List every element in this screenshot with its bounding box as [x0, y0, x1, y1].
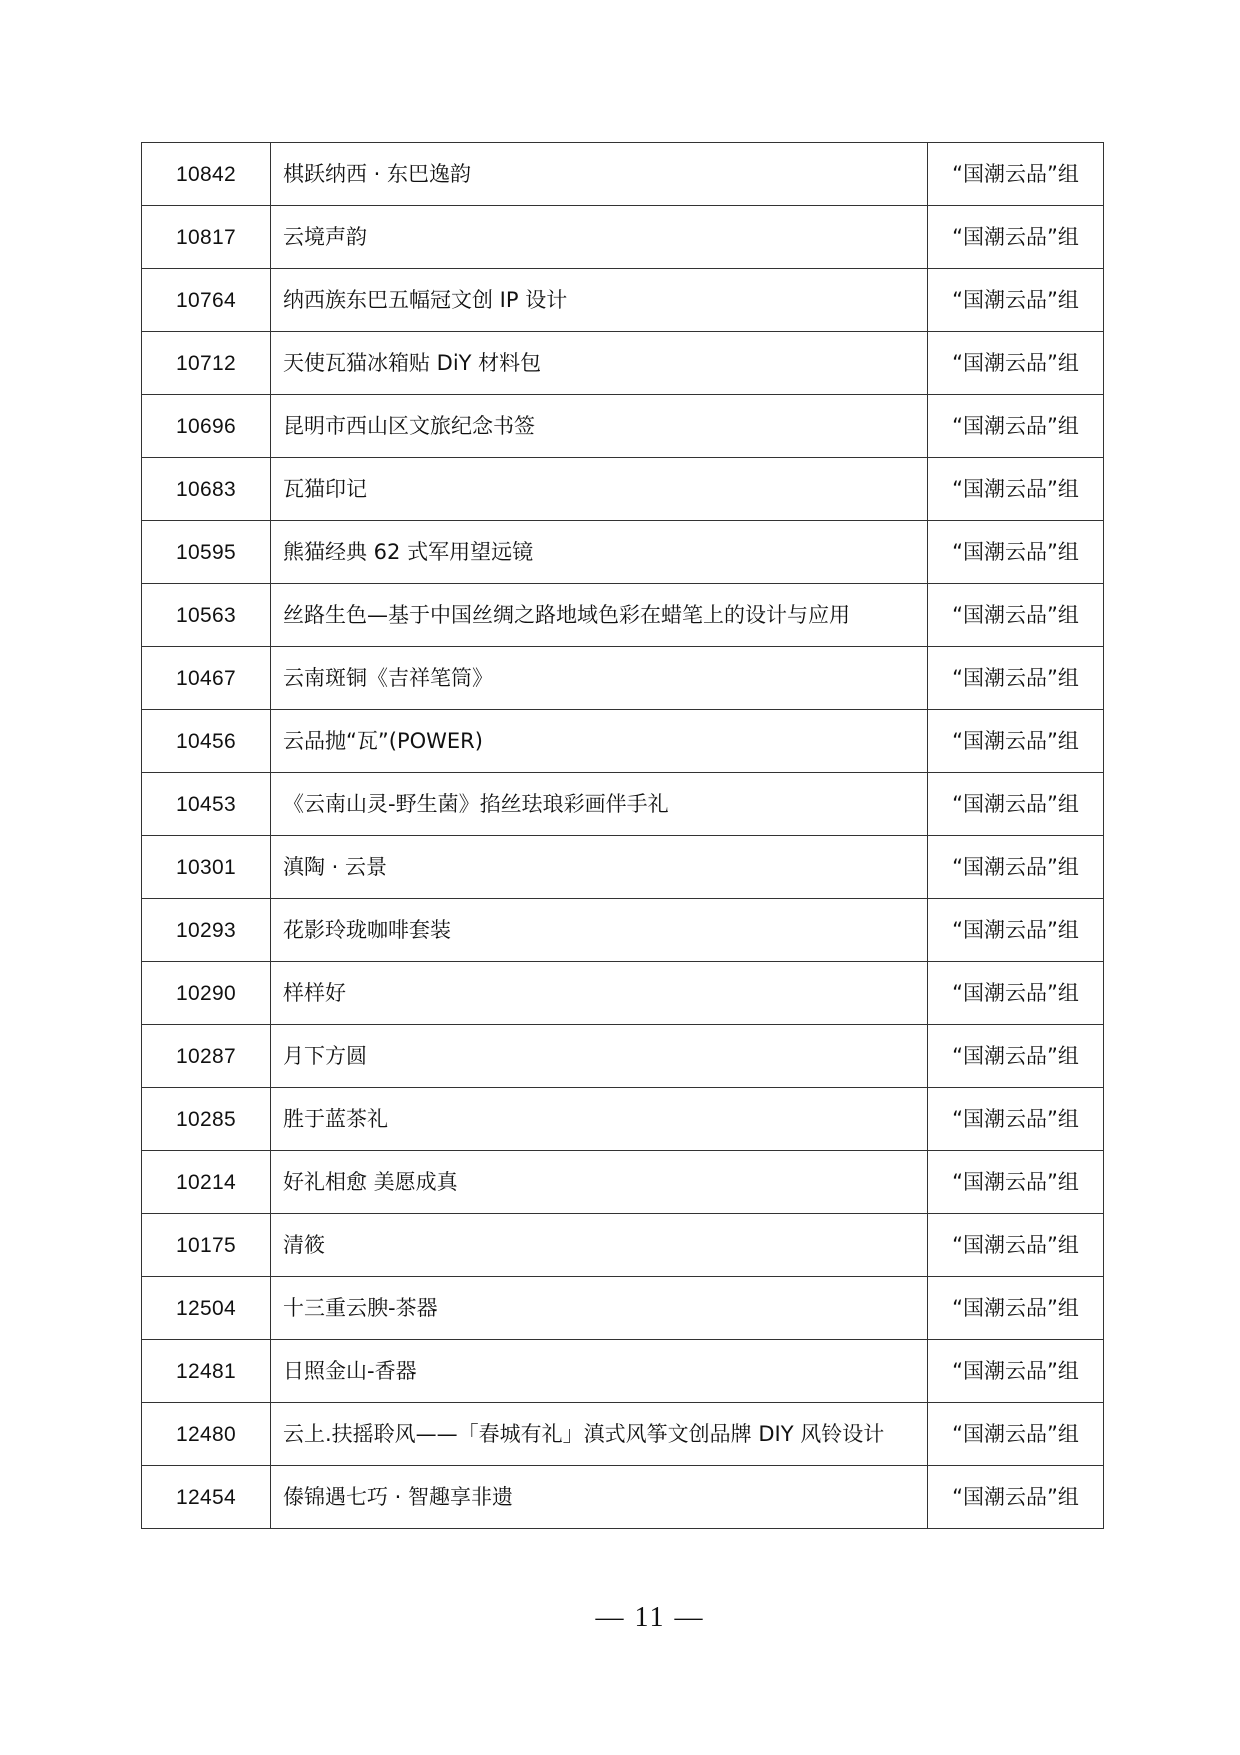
- table-row: [142, 710, 1104, 773]
- entry-group: “国潮云品”组: [928, 773, 1104, 836]
- entry-group: “国潮云品”组: [928, 1340, 1104, 1403]
- entry-title: 云境声韵: [271, 206, 928, 269]
- entry-title: 棋跃纳西 · 东巴逸韵: [271, 143, 928, 206]
- table-row: [142, 1214, 1104, 1277]
- entry-id: 10817: [142, 206, 271, 269]
- entry-title: 昆明市西山区文旅纪念书签: [271, 395, 928, 458]
- page-number: — 11 —: [595, 1602, 705, 1633]
- entry-id: 10595: [142, 521, 271, 584]
- entry-group: “国潮云品”组: [928, 1151, 1104, 1214]
- entry-id: 12454: [142, 1466, 271, 1529]
- entry-title: 云南斑铜《吉祥笔筒》: [271, 647, 928, 710]
- table-row: [142, 269, 1104, 332]
- entry-title: 熊猫经典 62 式军用望远镜: [271, 521, 928, 584]
- entry-id: 10764: [142, 269, 271, 332]
- entry-title: 月下方圆: [271, 1025, 928, 1088]
- entry-group: “国潮云品”组: [928, 206, 1104, 269]
- entry-group: “国潮云品”组: [928, 584, 1104, 647]
- table-row: [142, 1025, 1104, 1088]
- entry-title: 花影玲珑咖啡套装: [271, 899, 928, 962]
- entry-id: 10290: [142, 962, 271, 1025]
- entry-title: 清筱: [271, 1214, 928, 1277]
- entry-group: “国潮云品”组: [928, 1025, 1104, 1088]
- entry-group: “国潮云品”组: [928, 395, 1104, 458]
- entry-group: “国潮云品”组: [928, 647, 1104, 710]
- entry-title: 瓦猫印记: [271, 458, 928, 521]
- entries-table: [141, 142, 1104, 1529]
- entry-title: 十三重云腴-茶器: [271, 1277, 928, 1340]
- table-row: [142, 1340, 1104, 1403]
- table-row: [142, 1466, 1104, 1529]
- table-row: [142, 647, 1104, 710]
- table-row: [142, 584, 1104, 647]
- entry-id: 10287: [142, 1025, 271, 1088]
- table-row: [142, 521, 1104, 584]
- entry-title: 天使瓦猫冰箱贴 DiY 材料包: [271, 332, 928, 395]
- entry-id: 10301: [142, 836, 271, 899]
- entry-id: 10712: [142, 332, 271, 395]
- entry-group: “国潮云品”组: [928, 521, 1104, 584]
- table-row: [142, 1403, 1104, 1466]
- entry-id: 10285: [142, 1088, 271, 1151]
- entry-id: 10175: [142, 1214, 271, 1277]
- entry-id: 10696: [142, 395, 271, 458]
- table-row: [142, 1088, 1104, 1151]
- table-row: [142, 332, 1104, 395]
- entry-id: 10214: [142, 1151, 271, 1214]
- entry-title: 纳西族东巴五幅冠文创 IP 设计: [271, 269, 928, 332]
- entry-id: 10456: [142, 710, 271, 773]
- entry-id: 10563: [142, 584, 271, 647]
- table-row: [142, 962, 1104, 1025]
- entry-group: “国潮云品”组: [928, 143, 1104, 206]
- entry-id: 10842: [142, 143, 271, 206]
- table-row: [142, 1277, 1104, 1340]
- entry-id: 10683: [142, 458, 271, 521]
- entry-group: “国潮云品”组: [928, 269, 1104, 332]
- entry-title: 样样好: [271, 962, 928, 1025]
- entry-id: 12504: [142, 1277, 271, 1340]
- entry-group: “国潮云品”组: [928, 836, 1104, 899]
- entry-id: 10453: [142, 773, 271, 836]
- entry-title: 滇陶 · 云景: [271, 836, 928, 899]
- table-row: [142, 206, 1104, 269]
- entry-group: “国潮云品”组: [928, 1403, 1104, 1466]
- entry-title: 丝路生色—基于中国丝绸之路地域色彩在蜡笔上的设计与应用: [271, 584, 928, 647]
- table-row: [142, 899, 1104, 962]
- entry-title: 傣锦遇七巧 · 智趣享非遗: [271, 1466, 928, 1529]
- table-row: [142, 458, 1104, 521]
- entry-title: 好礼相愈 美愿成真: [271, 1151, 928, 1214]
- entry-group: “国潮云品”组: [928, 1088, 1104, 1151]
- entry-group: “国潮云品”组: [928, 1214, 1104, 1277]
- entry-group: “国潮云品”组: [928, 1466, 1104, 1529]
- entry-id: 10467: [142, 647, 271, 710]
- table-row: [142, 395, 1104, 458]
- table-row: [142, 143, 1104, 206]
- entry-id: 12481: [142, 1340, 271, 1403]
- entry-title: 胜于蓝茶礼: [271, 1088, 928, 1151]
- entry-title: 《云南山灵-野生菌》掐丝珐琅彩画伴手礼: [271, 773, 928, 836]
- entry-group: “国潮云品”组: [928, 899, 1104, 962]
- entry-group: “国潮云品”组: [928, 710, 1104, 773]
- entry-title: 日照金山-香器: [271, 1340, 928, 1403]
- entry-group: “国潮云品”组: [928, 332, 1104, 395]
- entry-id: 12480: [142, 1403, 271, 1466]
- table-row: [142, 1151, 1104, 1214]
- entry-title: 云上.扶摇聆风——「春城有礼」滇式风筝文创品牌 DIY 风铃设计: [271, 1403, 928, 1466]
- entry-title: 云品抛“瓦”(POWER): [271, 710, 928, 773]
- entry-id: 10293: [142, 899, 271, 962]
- entry-group: “国潮云品”组: [928, 962, 1104, 1025]
- table-row: [142, 773, 1104, 836]
- entries-table-body: [142, 143, 1104, 1529]
- entry-group: “国潮云品”组: [928, 1277, 1104, 1340]
- entry-group: “国潮云品”组: [928, 458, 1104, 521]
- table-row: [142, 836, 1104, 899]
